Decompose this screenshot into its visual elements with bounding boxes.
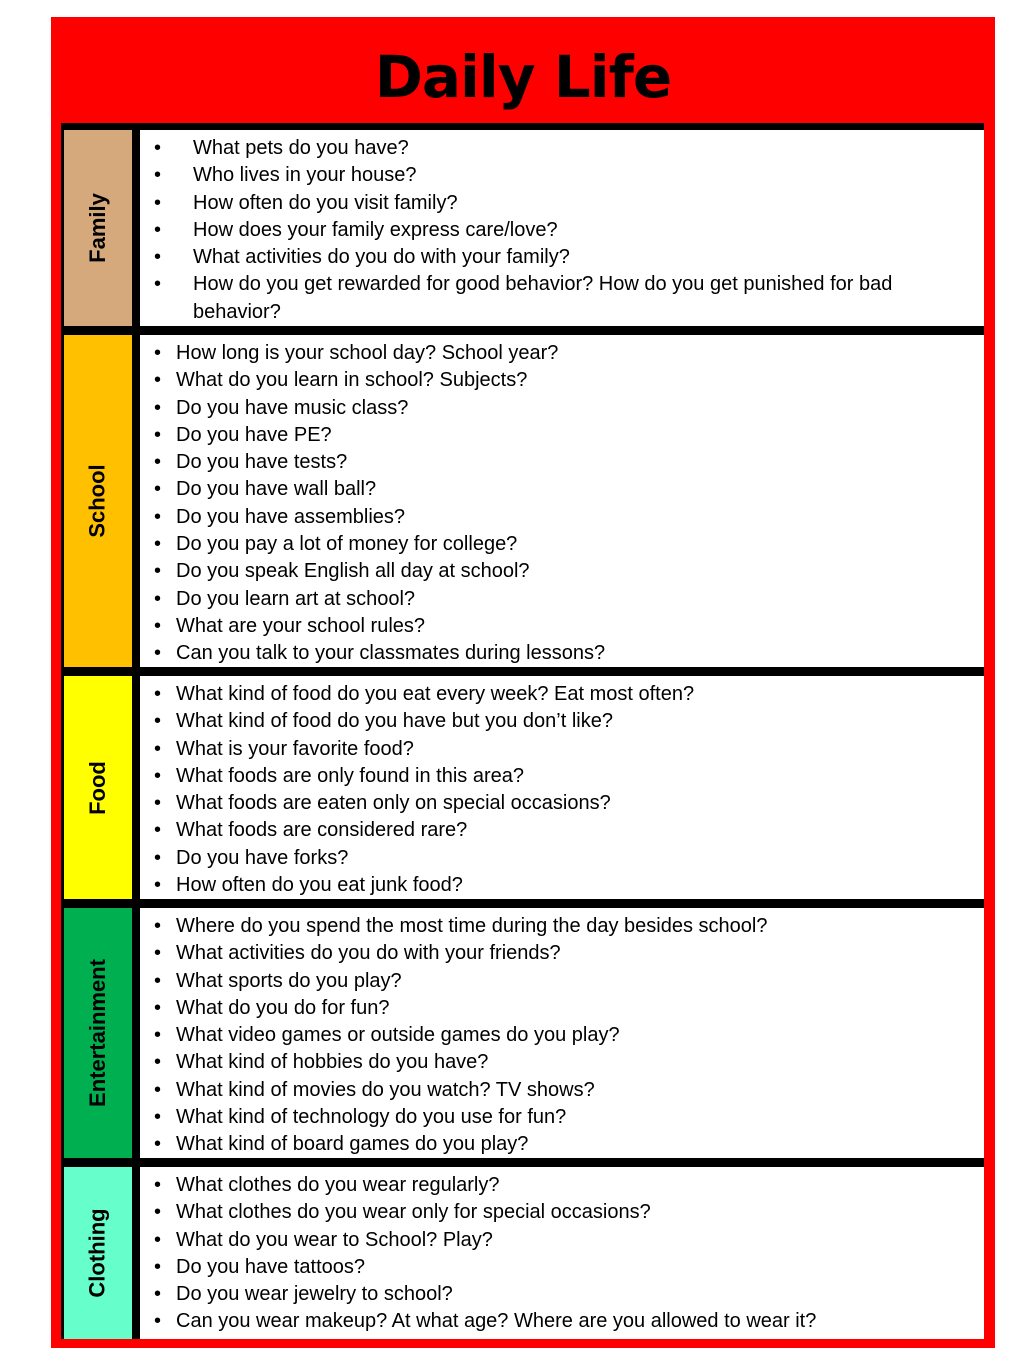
list-item: • What kind of hobbies do you have? [154,1049,944,1076]
list-item: • Do you have forks? [154,845,944,872]
list-item: • Do you wear jewelry to school? [154,1281,944,1308]
question-list [154,681,944,899]
section-label-cell [64,908,132,1158]
question-list [154,1172,944,1336]
section-school [61,335,984,667]
section-family [61,130,984,326]
list-item: • What do you wear to School? Play? [154,1227,944,1254]
section-label-cell [64,335,132,667]
list-item: • What foods are eaten only on special occasions? [154,790,944,817]
list-item: • What clothes do you wear only for special occasions? [154,1199,944,1226]
section-label: Entertainment [85,959,111,1107]
list-item: • Do you have music class? [154,395,944,422]
list-item: • What activities do you do with your family? [154,244,944,271]
list-item: • What foods are considered rare? [154,817,944,844]
list-item: • What kind of technology do you use for fun? [154,1104,944,1131]
section-questions [140,1167,984,1339]
list-item: • How long is your school day? School year? [154,340,944,367]
section-food [61,676,984,899]
section-label-cell [64,676,132,899]
list-item: • How often do you eat junk food? [154,872,944,899]
section-questions [140,335,984,667]
section-label: School [85,464,110,538]
question-list [154,340,944,668]
list-item: • What pets do you have? [154,135,944,162]
question-list [154,135,944,326]
list-item: • What do you learn in school? Subjects? [154,367,944,394]
list-item: • How often do you visit family? [154,190,944,217]
page-title: Daily Life [374,43,672,111]
list-item: • Do you have assemblies? [154,504,944,531]
question-list [154,913,944,1159]
section-entertainment [61,908,984,1158]
list-item: • Do you have PE? [154,422,944,449]
list-item: • Who lives in your house? [154,162,944,189]
section-label: Clothing [85,1208,111,1298]
list-item: • Do you have tests? [154,449,944,476]
list-item: • What video games or outside games do you play? [154,1022,944,1049]
list-item: • What sports do you play? [154,968,944,995]
list-item: • Do you have tattoos? [154,1254,944,1281]
section-label: Family [85,193,111,263]
list-item: • What kind of food do you eat every week? Eat most often? [154,681,944,708]
section-label-cell [64,130,132,326]
section-label: Food [84,760,110,815]
list-item: • What kind of food do you have but you don’t like? [154,708,944,735]
list-item: • Can you wear makeup? At what age? Where are you allowed to wear it? [154,1308,944,1335]
list-item: • What activities do you do with your friends? [154,940,944,967]
section-questions [140,676,984,899]
list-item: • Do you speak English all day at school? [154,558,944,585]
list-item: • How does your family express care/love? [154,217,944,244]
section-label-cell [64,1167,132,1339]
list-item: • What are your school rules? [154,613,944,640]
worksheet-frame [51,17,995,1348]
list-item: • What foods are only found in this area? [154,763,944,790]
section-questions [140,130,984,326]
list-item: • Do you have wall ball? [154,476,944,503]
list-item: • What kind of board games do you play? [154,1131,944,1158]
list-item: • What clothes do you wear regularly? [154,1172,944,1199]
list-item: • What is your favorite food? [154,736,944,763]
list-item: • What do you do for fun? [154,995,944,1022]
topics-table [61,123,984,1339]
section-clothing [61,1167,984,1339]
list-item: • What kind of movies do you watch? TV shows? [154,1077,944,1104]
section-questions [140,908,984,1158]
list-item: • Do you pay a lot of money for college? [154,531,944,558]
list-item: • Where do you spend the most time during the day besides school? [154,913,944,940]
list-item: • Can you talk to your classmates during lessons? [154,640,944,667]
list-item: • How do you get rewarded for good behavior? How do you get punished for bad behavior? [154,271,944,326]
list-item: • Do you learn art at school? [154,586,944,613]
